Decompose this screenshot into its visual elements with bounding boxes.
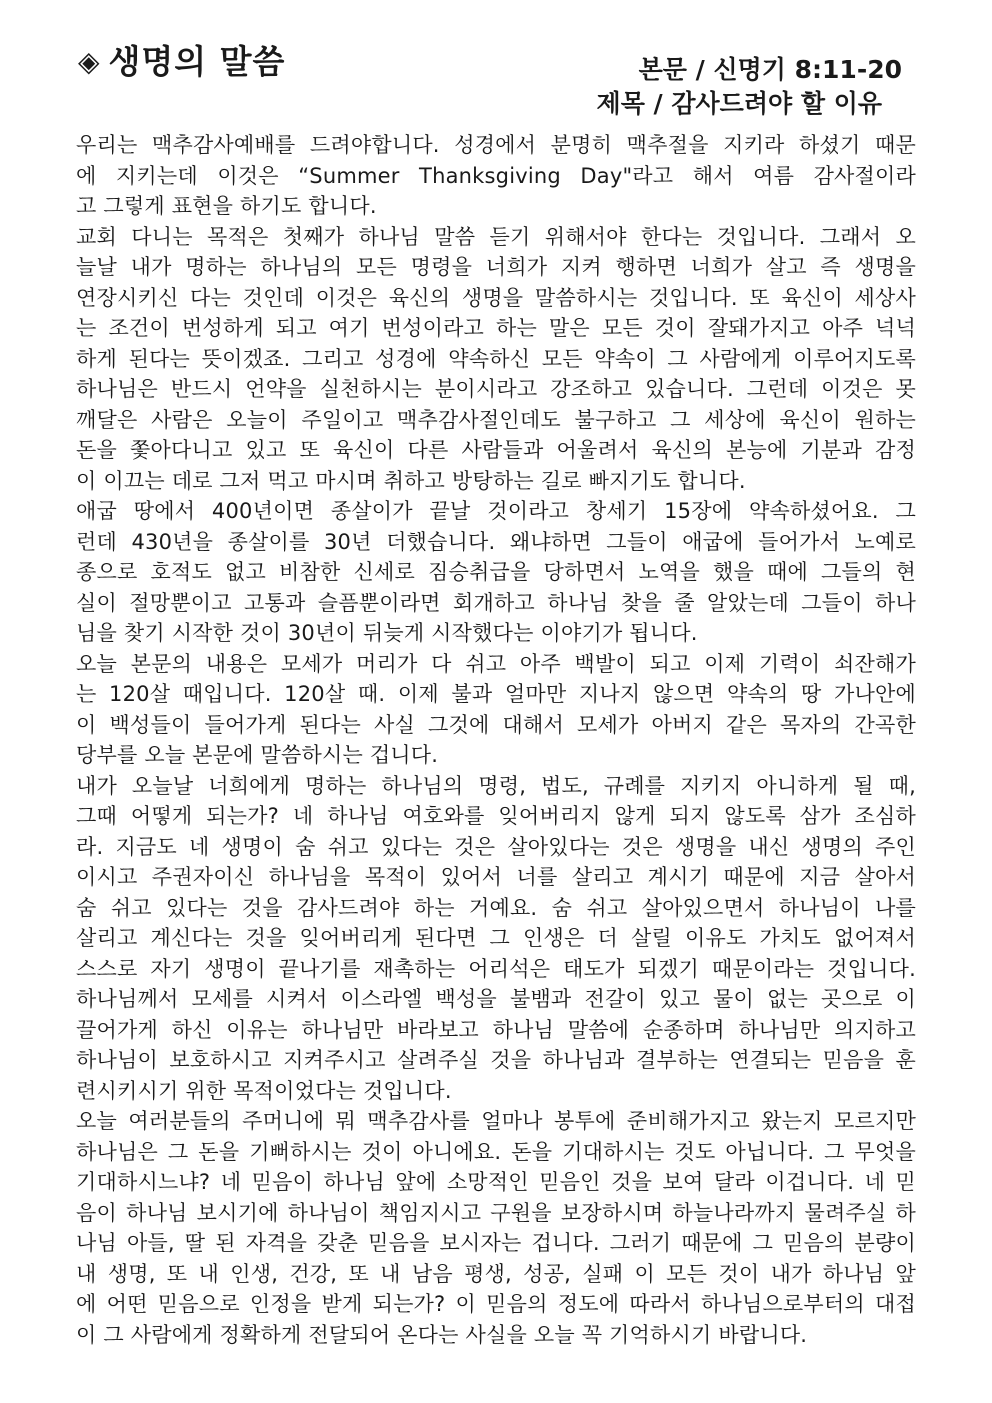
body-text-line: 기대하시느냐? 네 믿음이 하나님 앞에 소망적인 믿음인 것을 보여 달라 이겁니다. 네 믿 [76, 1170, 916, 1194]
body-text-line: 오늘 여러분들의 주머니에 뭐 맥추감사를 얼마나 봉투에 준비해가지고 왔는지 모르지만 [76, 1109, 916, 1133]
body-text-line: 당부를 오늘 본문에 말씀하시는 겁니다. [76, 743, 439, 767]
body-text-line: 는 120살 때입니다. 120살 때. 이제 불과 얼마만 지나지 않으면 약속의 땅 가나안에 [76, 682, 916, 706]
body-text-line: 나님 아들, 딸 된 자격을 갖춘 믿음을 보시자는 겁니다. 그러기 때문에 그 믿음의 분량이 [76, 1231, 916, 1255]
body-text-line: 님을 찾기 시작한 것이 30년이 뒤늦게 시작했다는 이야기가 됩니다. [76, 621, 698, 645]
body-text-line: 이 이끄는 데로 그저 먹고 마시며 취하고 방탕하는 길로 빠지기도 합니다. [76, 468, 746, 493]
page-title-text: 생명의 말씀 [108, 42, 286, 81]
body-text-line: 내 생명, 또 내 인생, 건강, 또 내 남음 평생, 성공, 실패 이 모든 것이 내가 하나님 앞 [76, 1261, 916, 1286]
page-title [78, 40, 285, 84]
body-text-line: 고 그렇게 표현을 하기도 합니다. [76, 194, 377, 218]
body-text-line: 연장시키신 다는 것인데 이것은 육신의 생명을 말씀하시는 것입니다. 또 육신이 세상사 [76, 285, 916, 310]
body-text-line: 이 그 사람에게 정확하게 전달되어 온다는 사실을 오늘 꼭 기억하시기 바랍니다. [76, 1322, 808, 1347]
body-text-line: 련시키시기 위한 목적이었다는 것입니다. [76, 1078, 452, 1103]
body-text-line: 하나님이 보호하시고 지켜주시고 살려주실 것을 하나님과 결부하는 연결되는 믿음을 훈 [76, 1048, 916, 1072]
body-text-line: 그때 어떻게 되는가? 네 하나님 여호와를 잊어버리지 않게 되지 않도록 삼가 조심하 [76, 804, 916, 828]
body-text-line: 종으로 호적도 없고 비참한 신세로 짐승취급을 당하면서 노역을 했을 때에 그들의 현 [76, 560, 916, 584]
body-text-line: 에 지키는데 이것은 “Summer Thanksgiving Day"라고 해서 여름 감사절이라 [76, 163, 916, 188]
body-text-line: 오늘 본문의 내용은 모세가 머리가 다 쉬고 아주 백발이 되고 이제 기력이 쇠잔해가 [76, 651, 916, 676]
body-text-line: 하나님께서 모세를 시켜서 이스라엘 백성을 불뱀과 전갈이 있고 물이 없는 곳으로 이 [76, 987, 916, 1011]
body-text-line: 끌어가게 하신 이유는 하나님만 바라보고 하나님 말씀에 순종하며 하나님만 의지하고 [76, 1017, 916, 1042]
diamond-bullet-icon: ◈ [78, 45, 101, 78]
body-text-line: 스스로 자기 생명이 끝나기를 재촉하는 어리석은 태도가 되겠기 때문이라는 것입니다. [76, 956, 916, 981]
body-text-line: 실이 절망뿐이고 고통과 슬픔뿐이라면 회개하고 하나님 찾을 줄 알았는데 그들이 하나 [76, 590, 916, 615]
body-text-line: 하나님은 그 돈을 기뻐하시는 것이 아니에요. 돈을 기대하시는 것도 아닙니다. 그 무엇을 [76, 1139, 916, 1164]
sermon-body [76, 130, 916, 1350]
body-text-line: 에 어떤 믿음으로 인정을 받게 되는가? 이 믿음의 정도에 따라서 하나님으로부터의 대접 [76, 1292, 916, 1316]
scripture-reference: 본문 / 신명기 8:11-20 [638, 55, 902, 84]
body-text-line: 는 조건이 번성하게 되고 여기 번성이라고 하는 말은 모든 것이 잘돼가지고 아주 넉넉 [76, 316, 916, 340]
body-text-line: 숨 쉬고 있다는 것을 감사드려야 하는 거예요. 숨 쉬고 살아있으면서 하나님이 나를 [76, 895, 916, 920]
body-text-line: 늘날 내가 명하는 하나님의 모든 명령을 너희가 지켜 행하면 너희가 살고 즉 생명을 [76, 255, 916, 279]
body-text-line: 라. 지금도 네 생명이 숨 쉬고 있다는 것은 살아있다는 것은 생명을 내신 생명의 주인 [76, 834, 916, 859]
body-text-line: 내가 오늘날 너희에게 명하는 하나님의 명령, 법도, 규례를 지키지 아니하게 될 때, [76, 773, 916, 798]
body-text-line: 돈을 쫓아다니고 있고 또 육신이 다른 사람들과 어울려서 육신의 본능에 기분과 감정 [76, 438, 916, 462]
body-text-line: 애굽 땅에서 400년이면 종살이가 끝날 것이라고 창세기 15장에 약속하셨어요. 그 [76, 499, 916, 523]
body-text-line: 이시고 주권자이신 하나님을 목적이 있어서 너를 살리고 계시기 때문에 지금 살아서 [76, 865, 916, 889]
body-text-line: 음이 하나님 보시기에 하나님이 책임지시고 구원을 보장하시며 하늘나라까지 물려주실 하 [76, 1200, 916, 1225]
body-text-line: 교회 다니는 목적은 첫째가 하나님 말씀 듣기 위해서야 한다는 것입니다. 그래서 오 [76, 224, 916, 249]
body-text-line: 런데 430년을 종살이를 30년 더했습니다. 왜냐하면 그들이 애굽에 들어가서 노예로 [76, 529, 916, 554]
body-text-line: 우리는 맥추감사예배를 드려야합니다. 성경에서 분명히 맥추절을 지키라 하셨기 때문 [76, 133, 916, 157]
sermon-subject: 제목 / 감사드려야 할 이유 [596, 89, 882, 118]
body-text-line: 이 백성들이 들어가게 된다는 사실 그것에 대해서 모세가 아버지 같은 목자의 간곡한 [76, 712, 916, 737]
body-text-line: 깨달은 사람은 오늘이 주일이고 맥추감사절인데도 불구하고 그 세상에 육신이 원하는 [76, 407, 916, 432]
body-text-line: 하나님은 반드시 언약을 실천하시는 분이시라고 강조하고 있습니다. 그런데 이것은 못 [76, 377, 916, 401]
body-text-line: 하게 된다는 뜻이겠죠. 그리고 성경에 약속하신 모든 약속이 그 사람에게 이루어지도록 [76, 346, 916, 371]
body-text-line: 살리고 계신다는 것을 잊어버리게 된다면 그 인생은 더 살릴 이유도 가치도 없어져서 [76, 926, 916, 950]
